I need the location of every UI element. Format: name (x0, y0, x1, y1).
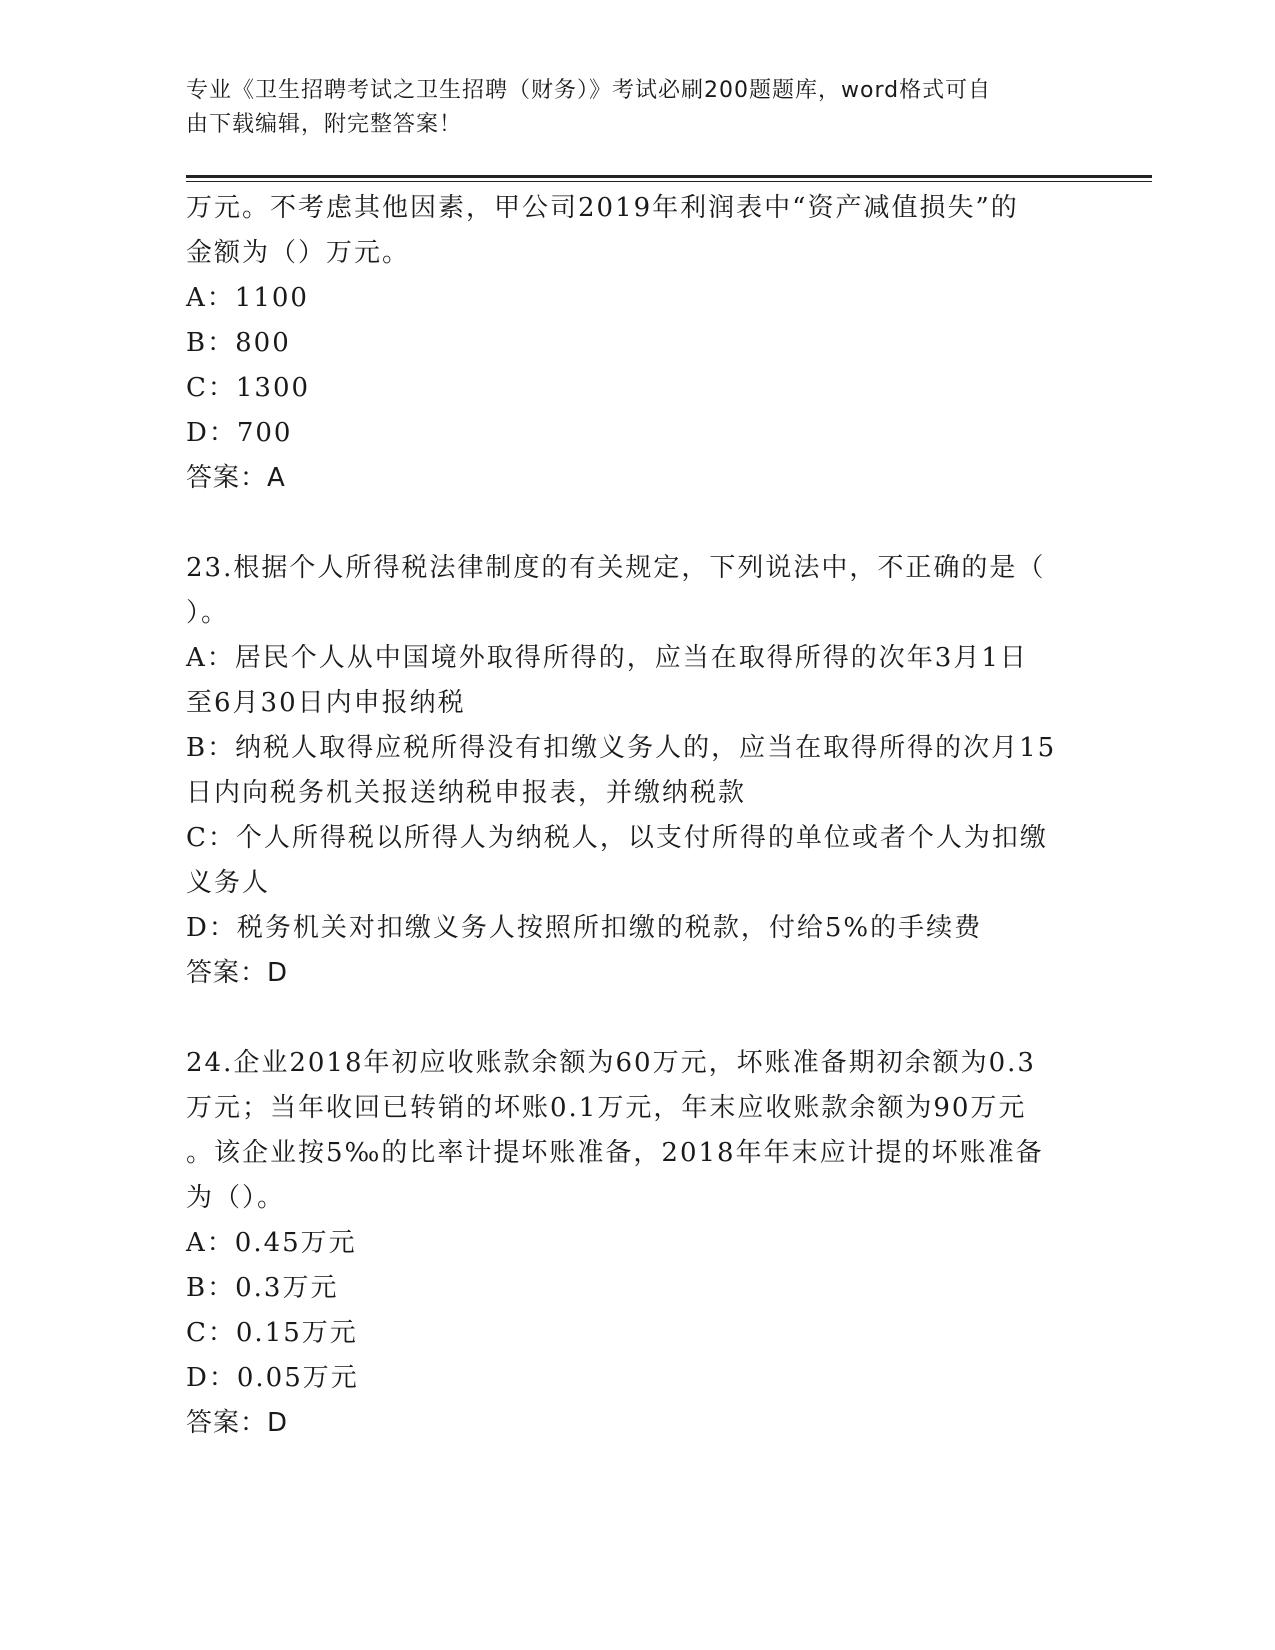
question-24 (186, 1041, 1086, 1446)
header-line-1: 专业《卫生招聘考试之卫生招聘（财务）》考试必刷200题题库，word格式可自 (186, 78, 992, 103)
page-header (186, 74, 1066, 142)
option-c-continued: 义务人 (186, 868, 271, 898)
option-c: C：1300 (186, 373, 311, 403)
header-rule-thin (186, 181, 1152, 182)
option-d: D：0.05万元 (186, 1363, 359, 1393)
option-a: A：居民个人从中国境外取得所得的，应当在取得所得的次年3月1日 (186, 643, 1028, 673)
spacer (186, 996, 1086, 1041)
question-22 (186, 186, 1086, 501)
spacer (186, 501, 1086, 546)
option-a-continued: 至6月30日内申报纳税 (186, 688, 466, 718)
question-content (186, 186, 1086, 1446)
question-stem-line: 万元；当年收回已转销的坏账0.1万元，年末应收账款余额为90万元 (186, 1093, 1027, 1123)
question-stem-line: 为（）。 (186, 1183, 286, 1213)
header-line-2: 由下载编辑，附完整答案！ (186, 112, 463, 137)
answer-line: 答案：D (186, 958, 289, 988)
question-stem-line: 24.企业2018年初应收账款余额为60万元，坏账准备期初余额为0.3 (186, 1048, 1036, 1078)
question-stem-line: 万元。不考虑其他因素，甲公司2019年利润表中“资产减值损失”的 (186, 193, 1019, 223)
option-b: B：0.3万元 (186, 1273, 339, 1303)
option-b: B：800 (186, 328, 291, 358)
option-c: C：0.15万元 (186, 1318, 358, 1348)
option-d: D：税务机关对扣缴义务人按照所扣缴的税款，付给5%的手续费 (186, 913, 983, 943)
option-a: A：0.45万元 (186, 1228, 357, 1258)
answer-line: 答案：D (186, 1408, 289, 1438)
option-a: A：1100 (186, 283, 309, 313)
question-23 (186, 546, 1086, 996)
option-b-continued: 日内向税务机关报送纳税申报表，并缴纳税款 (186, 778, 747, 808)
answer-line: 答案：A (186, 463, 286, 493)
question-stem-line: 。该企业按5‰的比率计提坏账准备，2018年年末应计提的坏账准备 (186, 1138, 1044, 1168)
question-stem-line: 金额为（）万元。 (186, 238, 411, 268)
header-rule-thick (186, 175, 1152, 178)
option-d: D：700 (186, 418, 293, 448)
question-stem-line: 23.根据个人所得税法律制度的有关规定，下列说法中，不正确的是（ (186, 553, 1046, 583)
question-stem-line: ）。 (186, 598, 230, 628)
option-b: B：纳税人取得应税所得没有扣缴义务人的，应当在取得所得的次月15 (186, 733, 1057, 763)
option-c: C：个人所得税以所得人为纳税人，以支付所得的单位或者个人为扣缴 (186, 823, 1048, 853)
